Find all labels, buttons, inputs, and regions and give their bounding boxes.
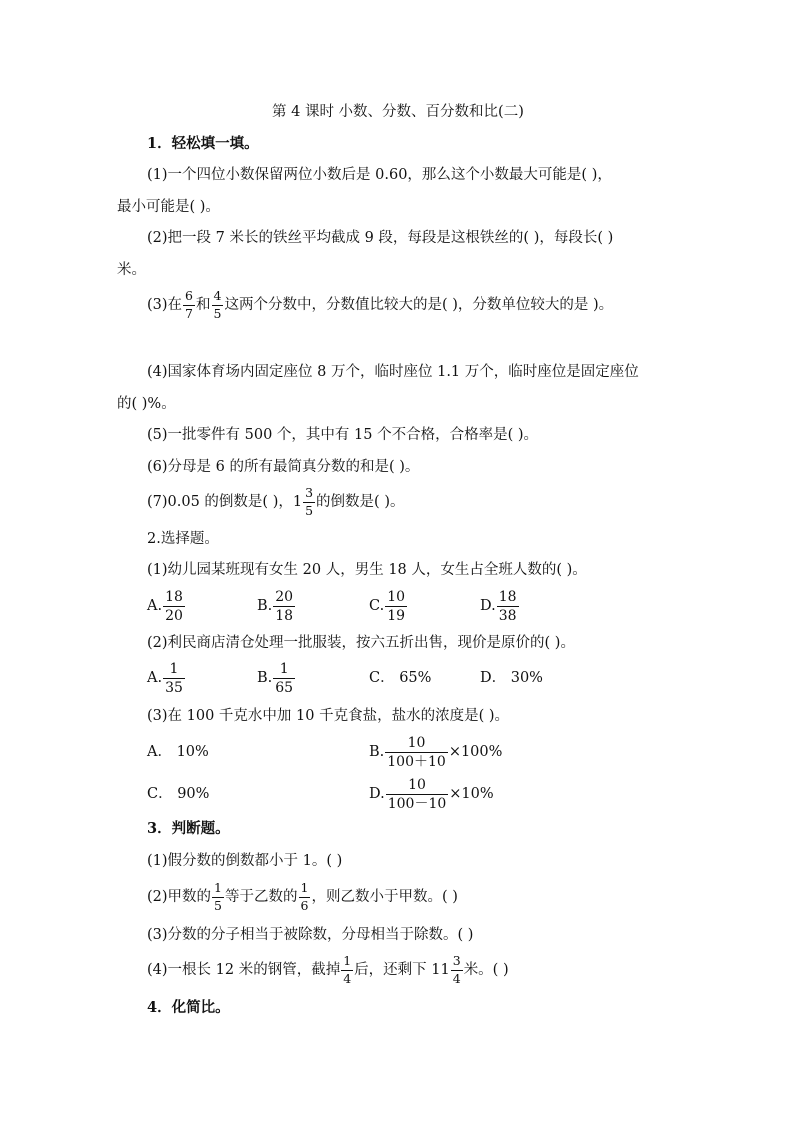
fraction-6-7: $\frac{6}{7}$	[185, 288, 193, 321]
q1-6: (6)分母是 6 的所有最简真分数的和是( )。	[147, 459, 420, 475]
fraction-1-4: $\frac{1}{4}$	[343, 953, 352, 986]
q2-2-option-d: D． 30%	[480, 670, 543, 686]
q2-1-option-d: D. $\frac{18}{38}$	[480, 588, 517, 624]
q2-3-option-d: D. $\frac{10}{100-10}$ ×10%	[369, 776, 494, 812]
q3-2-middle: 等于乙数的	[225, 889, 298, 905]
q3-1: (1)假分数的倒数都小于 1。( )	[147, 853, 343, 869]
q1-2-line2: 米。	[117, 262, 146, 278]
q2-1-option-a: A. $\frac{18}{20}$	[147, 588, 183, 624]
q2-3-option-c: C． 90%	[147, 786, 210, 802]
q1-1-line2: 最小可能是( )。	[117, 199, 220, 215]
page-title: 第 4 课时 小数、分数、百分数和比(二)	[272, 104, 524, 120]
q3-2	[147, 880, 458, 914]
q3-3: (3)分数的分子相当于被除数，分母相当于除数。( )	[147, 927, 474, 943]
q3-4	[147, 953, 509, 987]
section-1-heading: 1．轻松填一填。	[147, 135, 259, 152]
fraction-1-5: $\frac{1}{5}$	[214, 880, 222, 913]
q2-2-option-b: B. $\frac{1}{65}$	[257, 660, 294, 696]
q2-3-option-b: B. $\frac{10}{100+10}$ ×100%	[369, 734, 503, 770]
q2-3-option-a: A． 10%	[147, 744, 209, 760]
q1-7	[147, 485, 404, 519]
q1-3	[147, 288, 613, 322]
q3-4-suffix: 米。( )	[463, 962, 509, 978]
fraction-3-4: $\frac{3}{4}$	[452, 953, 461, 986]
q1-4-line1: (4)国家体育场内固定座位 8 万个，临时座位 1.1 万个，临时座位是固定座位	[147, 364, 639, 380]
fraction-1-6: $\frac{1}{6}$	[300, 880, 309, 913]
q1-7-suffix: 的倒数是( )。	[316, 494, 405, 510]
q1-5: (5)一批零件有 500 个，其中有 15 个不合格，合格率是( )。	[147, 427, 539, 443]
q3-2-prefix: (2)甲数的	[147, 889, 212, 905]
q2-1-option-b: B. $\frac{20}{18}$	[257, 588, 294, 624]
q3-4-prefix: (4)一根长 12 米的钢管，截掉	[147, 962, 341, 978]
q1-7-prefix: (7)0.05 的倒数是( )，1	[147, 494, 303, 510]
q1-4-line2: 的( )%。	[117, 396, 176, 412]
q3-2-suffix: ，则乙数小于甲数。( )	[311, 889, 458, 905]
q1-3-and: 和	[196, 297, 211, 313]
q1-1-line1: (1)一个四位小数保留两位小数后是 0.60，那么这个小数最大可能是( )，	[147, 167, 612, 183]
q1-2-line1: (2)把一段 7 米长的铁丝平均截成 9 段，每段是这根铁丝的( )，每段长( )	[147, 230, 614, 246]
q2-2-option-a: A. $\frac{1}{35}$	[147, 660, 183, 696]
q2-1: (1)幼儿园某班现有女生 20 人，男生 18 人，女生占全班人数的( )。	[147, 562, 587, 578]
fraction-4-5: $\frac{4}{5}$	[213, 288, 222, 321]
fraction-3-5: $\frac{3}{5}$	[305, 485, 314, 518]
q3-4-middle: 后，还剩下 11	[354, 962, 450, 978]
q2-1-option-c: C. $\frac{10}{19}$	[369, 588, 406, 624]
q1-3-suffix: 这两个分数中，分数值比较大的是( )，分数单位较大的是 )。	[224, 297, 614, 313]
section-3-heading: 3．判断题。	[147, 820, 230, 837]
section-4-heading: 4．化简比。	[147, 999, 230, 1016]
q2-2: (2)利民商店清仓处理一批服装，按六五折出售，现价是原价的( )。	[147, 635, 575, 651]
q2-2-option-c: C． 65%	[369, 670, 432, 686]
q1-3-prefix: (3)在	[147, 297, 183, 313]
q2-3: (3)在 100 千克水中加 10 千克食盐，盐水的浓度是( )。	[147, 708, 510, 724]
section-2-heading: 2.选择题。	[147, 531, 219, 547]
